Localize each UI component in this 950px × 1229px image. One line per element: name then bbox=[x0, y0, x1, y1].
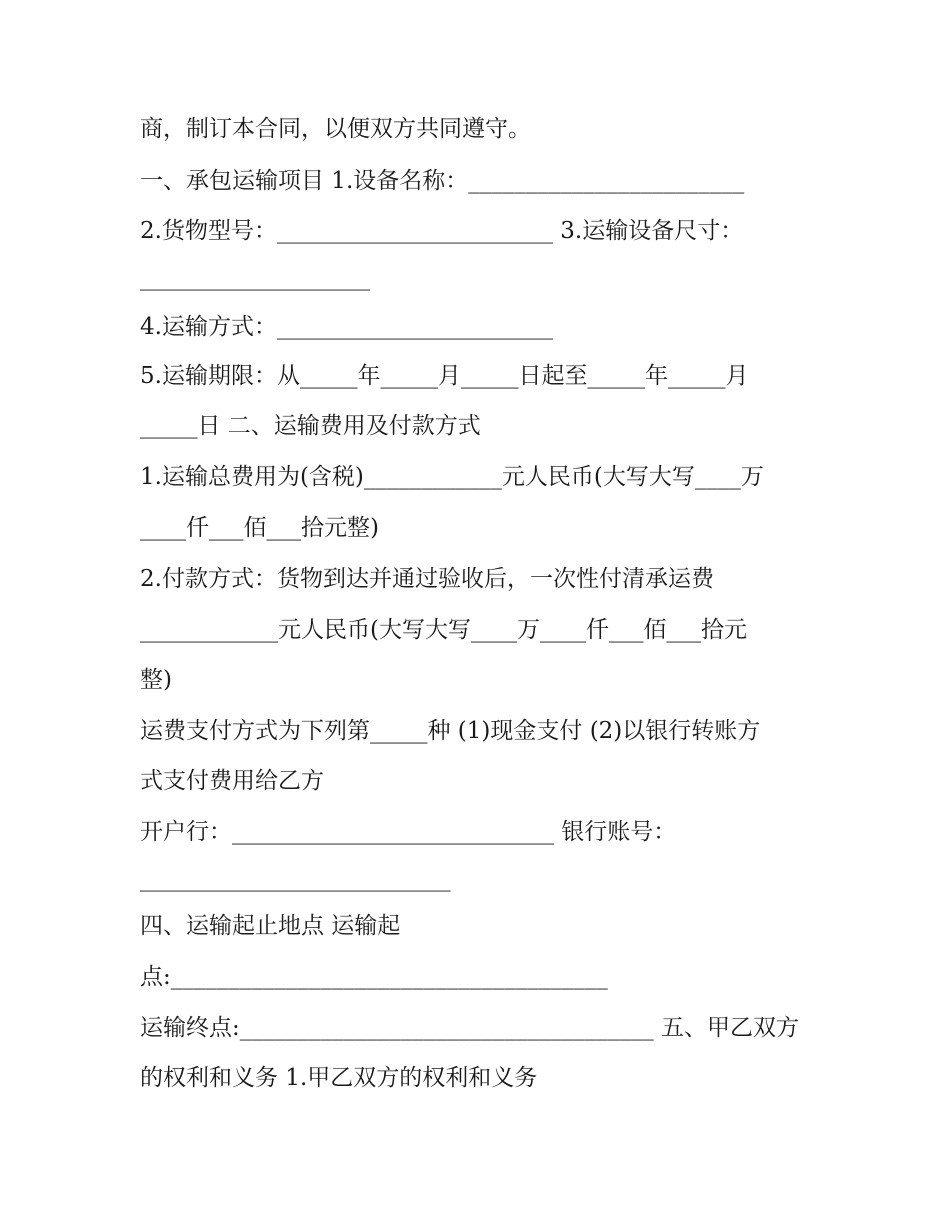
text-line: _____日 二、运输费用及付款方式 bbox=[140, 413, 481, 439]
text-line: 运输终点:____________________________________ 五、甲乙双方 bbox=[140, 1015, 800, 1041]
text-line: 开户行：____________________________ 银行账号： bbox=[140, 819, 677, 845]
text-line: ___________________________ bbox=[140, 866, 451, 892]
text-line: 的权利和义务 1.甲乙双方的权利和义务 bbox=[140, 1065, 538, 1091]
text-line: ____仟___佰___拾元整) bbox=[140, 515, 379, 541]
text-line: 5.运输期限：从_____年_____月_____日起至_____年_____月 bbox=[140, 363, 749, 389]
text-line: 商，制订本合同，以便双方共同遵守。 bbox=[140, 116, 531, 142]
text-line: 运费支付方式为下列第_____种 (1)现金支付 (2)以银行转账方 bbox=[140, 718, 761, 744]
text-line: 1.运输总费用为(含税)____________元人民币(大写大写____万 bbox=[140, 464, 764, 490]
text-line: ____________元人民币(大写大写____万____仟___佰___拾元 bbox=[140, 617, 747, 643]
text-line: 整) bbox=[140, 667, 172, 693]
text-line: 一、承包运输项目 1.设备名称：________________________ bbox=[140, 168, 745, 194]
text-line: 四、运输起止地点 运输起 bbox=[140, 913, 401, 939]
text-line: 式支付费用给乙方 bbox=[140, 768, 324, 794]
text-line: 点:______________________________________ bbox=[140, 964, 608, 990]
text-line: 4.运输方式：________________________ bbox=[140, 314, 553, 340]
text-line: 2.货物型号：________________________ 3.运输设备尺寸： bbox=[140, 218, 744, 244]
text-line: 2.付款方式：货物到达并通过验收后，一次性付清承运费 bbox=[140, 566, 714, 592]
text-line: ____________________ bbox=[140, 265, 370, 291]
